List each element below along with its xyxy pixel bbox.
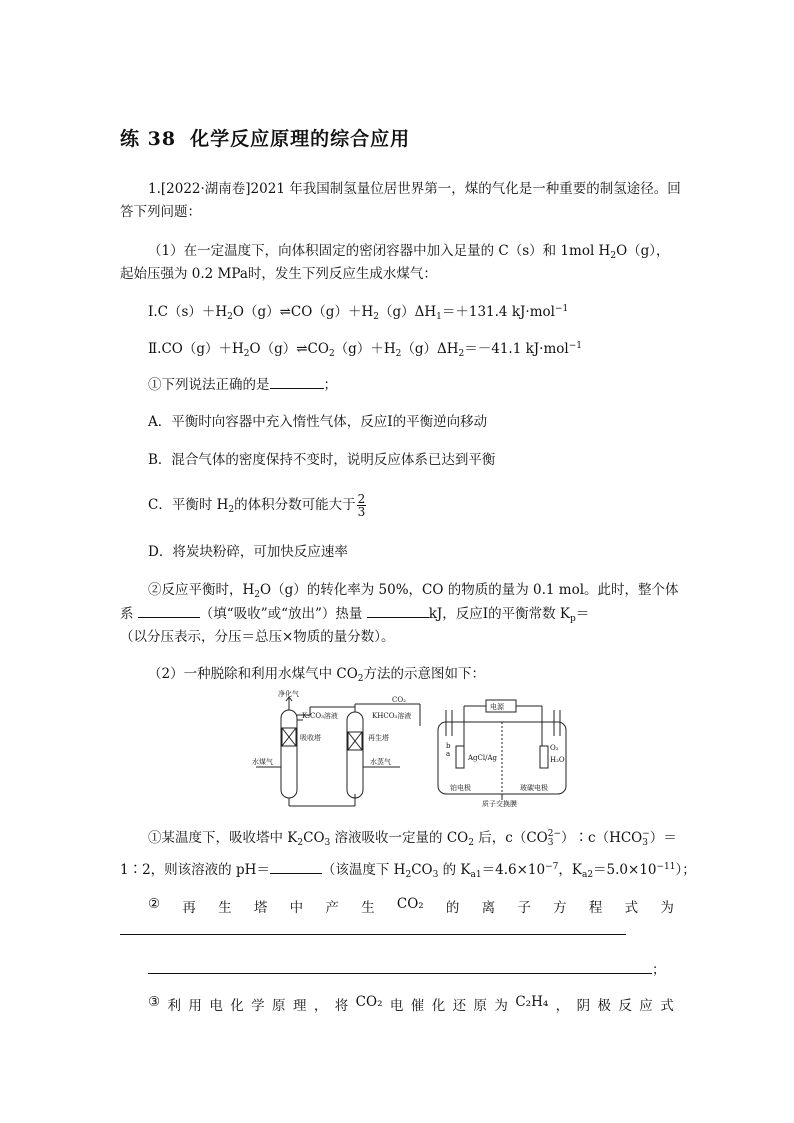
subquestion-d2-line1: ② 再 生 塔 中 产 生 CO₂ 的 离 子 方 程 式 为 xyxy=(148,896,674,916)
svg-text:O₂: O₂ xyxy=(550,744,559,752)
svg-text:K₂CO₃溶液: K₂CO₃溶液 xyxy=(302,712,338,720)
svg-text:水煤气: 水煤气 xyxy=(252,758,273,766)
option-c: C．平衡时 $H_2$的体积分数可能大于 $\frac{2}{3}$ xyxy=(148,492,366,519)
svg-text:CO₂: CO₂ xyxy=(392,696,406,704)
answer-blank[interactable] xyxy=(270,861,322,874)
answer-blank[interactable] xyxy=(367,605,429,618)
question-intro-line2: 答下列问题： xyxy=(120,204,201,220)
fraction: $\frac{2}{3}$ xyxy=(357,492,366,519)
svg-text:净化气: 净化气 xyxy=(278,690,299,698)
part2-stem: （2）一种脱除和利用水煤气中 $CO_2$方法的示意图如下： xyxy=(148,666,486,684)
svg-text:吸收塔: 吸收塔 xyxy=(300,734,321,742)
option-a: A．平衡时向容器中充入惰性气体，反应Ⅰ的平衡逆向移动 xyxy=(148,414,488,430)
svg-text:b: b xyxy=(446,742,451,750)
regeneration-tower xyxy=(347,712,363,798)
part1-stem-line1: （1）在一定温度下，向体积固定的密闭容器中加入足量的 C（s）和 1mol $H_2O(g)$， xyxy=(148,243,670,261)
reaction-1: $Ⅰ.C(s)+H_2O(g)\rightleftharpoons CO(g)+H_2(g)\Delta H_1=+131.4$ kJ·mol$^{-1}$ xyxy=(148,304,569,322)
answer-line-2-row: ； xyxy=(148,958,666,978)
question-intro-line1: 1.[2022·湖南卷]2021 年我国制氢量位居世界第一，煤的气化是一种重要的制氢途径。回 xyxy=(148,181,681,197)
subquestion-2-line2: 系 （填“吸收”或“放出”）热量 kJ，反应Ⅰ的平衡常数 $K_p=$ xyxy=(120,606,590,624)
process-diagram xyxy=(250,690,580,810)
subquestion-2-line3: （以分压表示，分压＝总压×物质的量分数）。 xyxy=(120,629,395,645)
subquestion-d1-line2: 1∶2，则该溶液的 pH＝ （该温度下 $H_2CO_3$ 的 $K_{a1}=4.6\times 10^{-7}$，$K_{a2}=5.0\times 10^{-11}$）； xyxy=(120,862,696,880)
svg-text:玻碳电极: 玻碳电极 xyxy=(520,784,548,792)
svg-text:KHCO₃溶液: KHCO₃溶液 xyxy=(372,712,412,720)
answer-line[interactable] xyxy=(120,933,626,935)
svg-text:铂电极: 铂电极 xyxy=(450,784,471,792)
part1-stem-line2: 起始压强为 0.2 MPa时，发生下列反应生成水煤气： xyxy=(120,266,437,282)
svg-text:再生塔: 再生塔 xyxy=(368,734,389,742)
answer-blank[interactable] xyxy=(270,376,324,389)
svg-text:a: a xyxy=(446,750,451,758)
subquestion-d1-line1: ①某温度下，吸收塔中 $K_2CO_3$ 溶液吸收一定量的 $CO_2$ 后，c（CO 2− 3 ）∶c（HCO − 3 ）＝ xyxy=(148,828,677,848)
answer-line[interactable] xyxy=(148,959,652,974)
option-b: B．混合气体的密度保持不变时，说明反应体系已达到平衡 xyxy=(148,452,496,468)
svg-text:H₂O: H₂O xyxy=(550,756,565,764)
option-d: D．将炭块粉碎，可加快反应速率 xyxy=(148,544,348,560)
svg-text:AgCl/Ag: AgCl/Ag xyxy=(468,754,498,762)
reaction-2: $Ⅱ.CO(g)+H_2O(g)\rightleftharpoons CO_2(g)+H_2(g)\Delta H_2=-41.1$ kJ·mol$^{-1}$ xyxy=(148,341,582,359)
absorber-tower xyxy=(281,710,297,798)
svg-text:质子交换膜: 质子交换膜 xyxy=(482,800,517,808)
svg-text:水蒸气: 水蒸气 xyxy=(370,758,391,766)
subquestion-d3-line1: ③ 利 用 电 化 学 原 理 ， 将 CO₂ 电 催 化 还 原 为 C₂H₄ ， 阴 极 反 应 式 xyxy=(148,994,674,1014)
answer-blank[interactable] xyxy=(138,605,200,618)
subquestion-2-line1: ②反应平衡时，$H_2O(g)$的转化率为 50%，CO 的物质的量为 0.1 mol。此时，整个体 xyxy=(148,582,679,600)
subquestion-1: ①下列说法正确的是 ； xyxy=(148,377,337,393)
svg-text:电源: 电源 xyxy=(490,703,504,711)
page-title: 练 38 化学反应原理的综合应用 xyxy=(120,128,411,150)
